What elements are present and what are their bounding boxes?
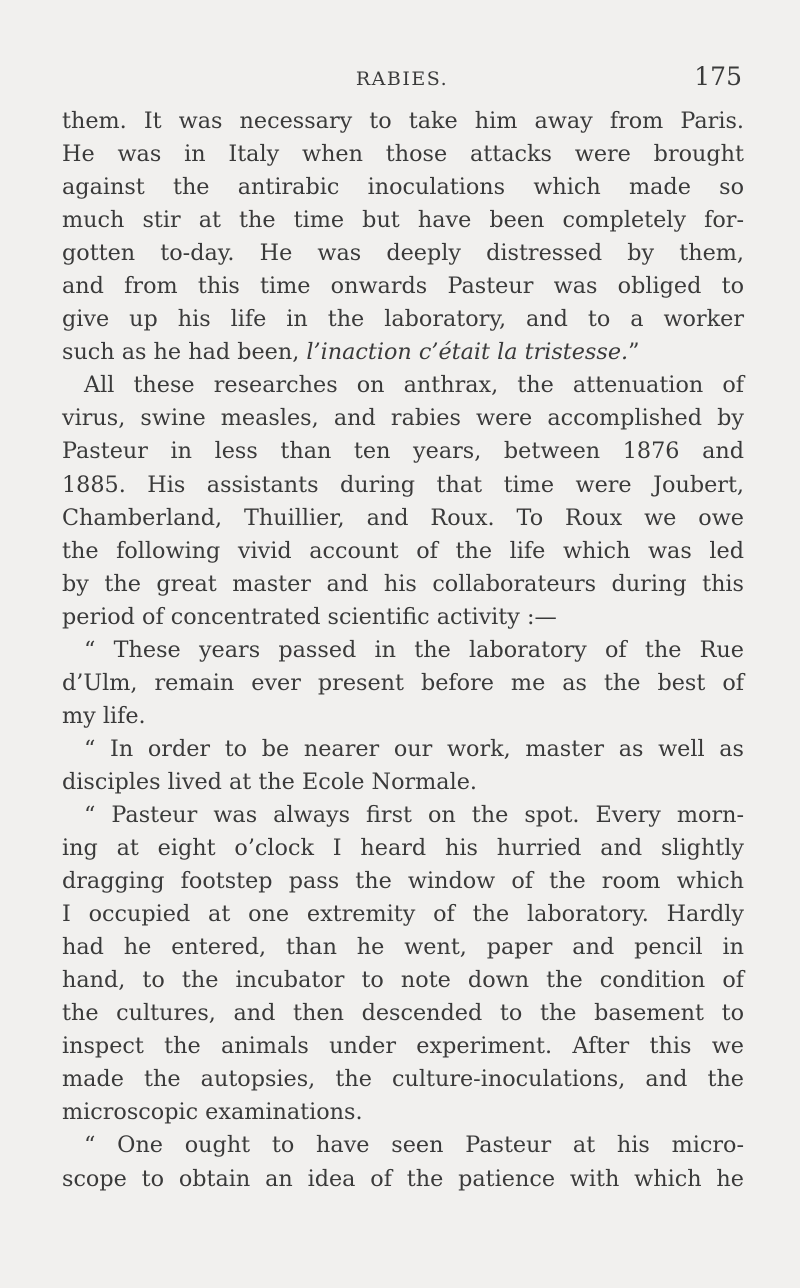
text-line: had he entered, than he went, paper and pencil in (62, 934, 744, 961)
page-header (62, 62, 742, 102)
text-line: made the autopsies, the culture-inoculations, and the (62, 1066, 744, 1093)
text-line: inspect the animals under experiment. After this we (62, 1033, 744, 1060)
text-line: them. It was necessary to take him away from Paris. (62, 108, 744, 134)
text-line: by the great master and his collaborateurs during this (62, 570, 744, 597)
text-run: such as he had been, (62, 339, 307, 366)
paragraph (62, 733, 744, 799)
paragraph (62, 799, 744, 1129)
paragraph (62, 1129, 744, 1195)
text-line: period of concentrated scientific activity :— (62, 603, 557, 630)
text-line: ing at eight o’clock I heard his hurried and slightly (62, 835, 744, 862)
text-line: d’Ulm, remain ever present before me as the best of (62, 669, 744, 696)
text-line: the cultures, and then descended to the basement to (62, 1000, 744, 1027)
text-line: All these researches on anthrax, the attenuation of (84, 372, 744, 399)
text-line: hand, to the incubator to note down the condition of (62, 967, 744, 994)
text-line: gotten to-day. He was deeply distressed by them, (62, 240, 744, 267)
text-line: He was in Italy when those attacks were brought (62, 141, 744, 168)
text-line: give up his life in the laboratory, and to a worker (62, 306, 744, 333)
text-line: virus, swine measles, and rabies were accomplished by (62, 405, 744, 432)
text-line: “ In order to be nearer our work, master as well as (84, 735, 744, 762)
text-line: microscopic examinations. (62, 1099, 363, 1126)
body-text (62, 105, 744, 1196)
text-line: dragging footstep pass the window of the room which (62, 868, 744, 895)
text-line: 1885. His assistants during that time were Joubert, (62, 471, 744, 498)
text-line: “ These years passed in the laboratory of the Rue (84, 636, 744, 663)
text-line: Chamberland, Thuillier, and Roux. To Roux we owe (62, 504, 744, 531)
text-line: my life. (62, 702, 146, 729)
text-line: scope to obtain an idea of the patience with which he (62, 1165, 744, 1192)
italic-quote: l’inaction c’était la tristesse. (306, 339, 629, 366)
running-head: RABIES. (355, 68, 449, 90)
page-number: 175 (694, 62, 742, 91)
text-line: much stir at the time but have been completely for- (62, 207, 744, 234)
paragraph (62, 634, 744, 733)
text-line: “ One ought to have seen Pasteur at his micro- (84, 1132, 744, 1159)
text-line: against the antirabic inoculations which made so (62, 174, 744, 201)
text-line: the following vivid account of the life which was led (62, 537, 744, 564)
text-line: I occupied at one extremity of the laboratory. Hardly (62, 901, 744, 928)
text-line: Pasteur in less than ten years, between 1876 and (62, 438, 744, 465)
paragraph (62, 105, 744, 369)
paragraph (62, 369, 744, 633)
text-line (62, 336, 744, 369)
text-line: and from this time onwards Pasteur was obliged to (62, 273, 744, 300)
text-line: disciples lived at the Ecole Normale. (62, 768, 477, 795)
text-run: ” (628, 339, 640, 366)
text-line: “ Pasteur was always first on the spot. Every morn- (84, 801, 744, 828)
